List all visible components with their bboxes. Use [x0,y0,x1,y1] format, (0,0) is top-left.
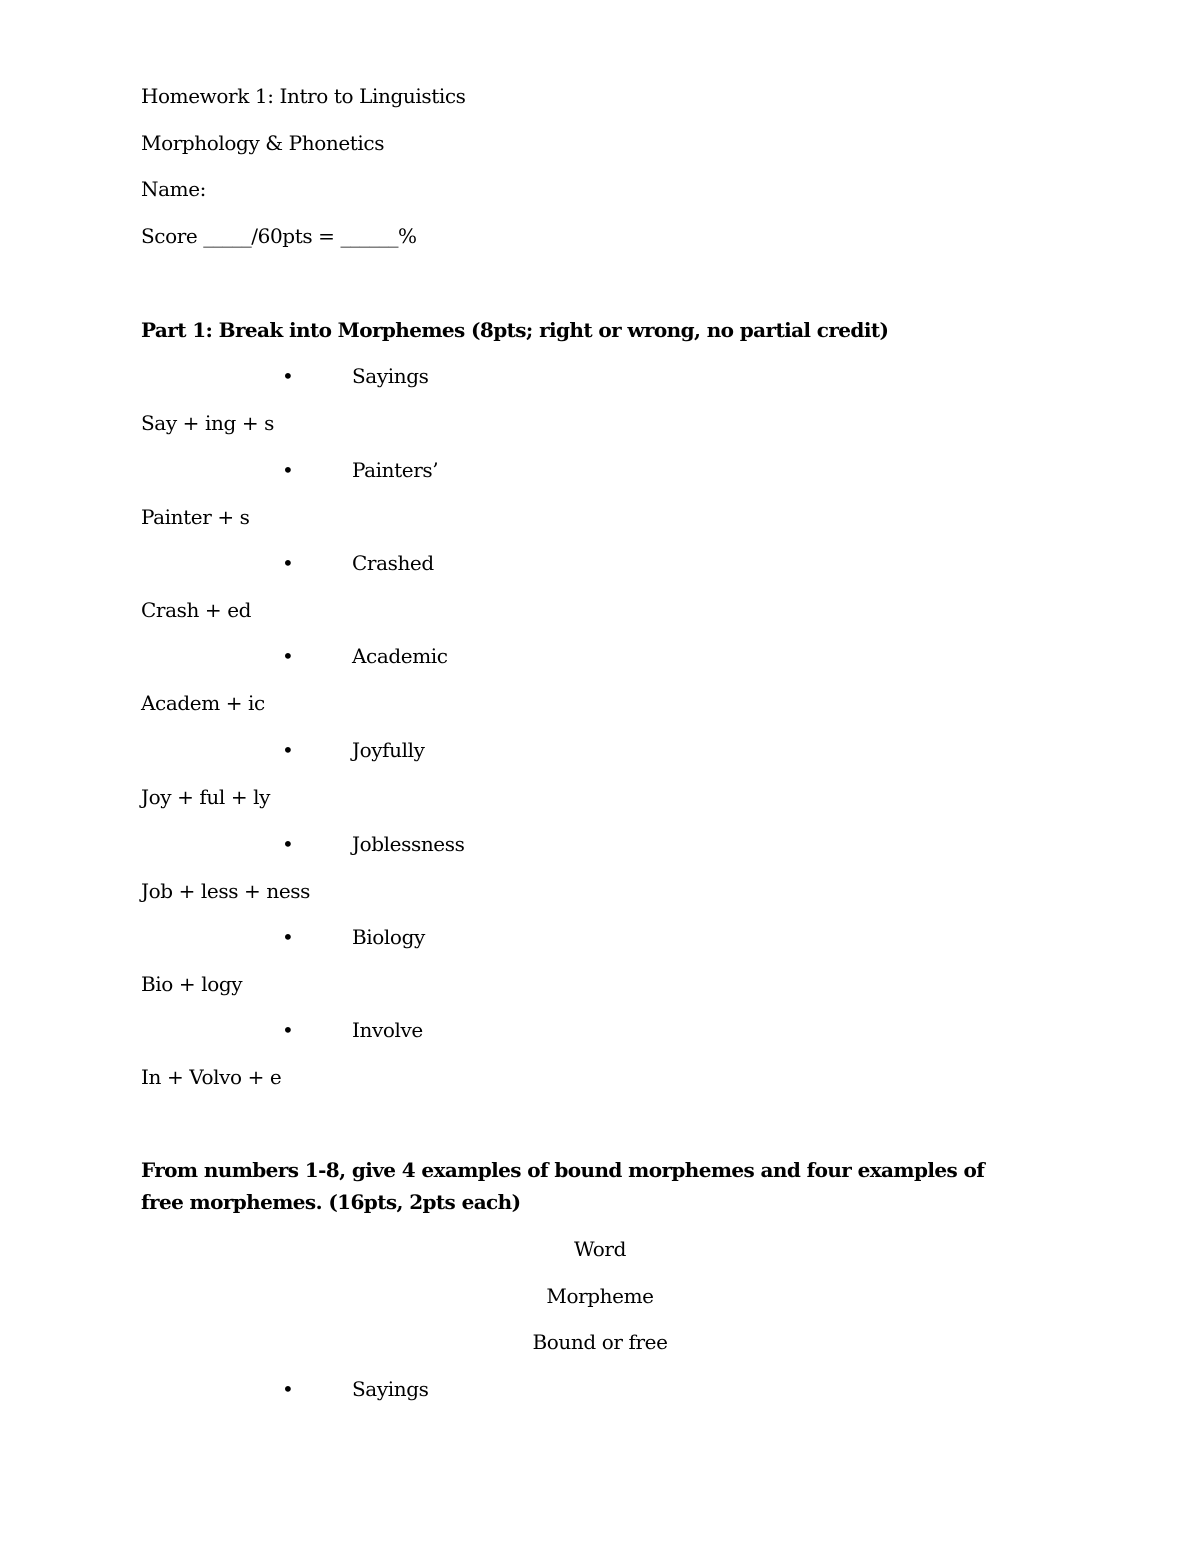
answer-text: Academ + ic [141,691,265,715]
list-item-word: Joyfully [352,738,425,762]
list-item [0,550,1200,576]
answer-text: Say + ing + s [141,411,275,435]
list-item-word: Sayings [352,1377,429,1401]
list-item [0,924,1200,950]
bullet-icon: • [282,1018,294,1042]
list-item [0,457,1200,483]
list-item-word: Sayings [352,364,429,388]
answer-text: Painter + s [141,505,250,529]
bullet-icon: • [282,832,294,856]
answer-text: In + Volvo + e [141,1065,282,1089]
list-item [0,737,1200,763]
bullet-icon: • [282,364,294,388]
document-title: Homework 1: Intro to Linguistics [141,84,466,108]
column-label-word: Word [573,1237,626,1261]
answer-text: Bio + logy [141,972,243,996]
bullet-icon: • [282,925,294,949]
answer-text: Job + less + ness [141,879,311,903]
list-item [0,643,1200,669]
column-label-bound-or-free: Bound or free [532,1330,668,1354]
bullet-icon: • [282,1377,294,1401]
list-item-word: Biology [352,925,425,949]
document-subtitle: Morphology & Phonetics [141,131,385,155]
part2-heading: From numbers 1-8, give 4 examples of bound morphemes and four examples of free morphemes. (16pts, 2pts each) [141,1158,985,1214]
list-item [0,363,1200,389]
bullet-icon: • [282,738,294,762]
list-item [0,1017,1200,1043]
list-item-word: Crashed [352,551,434,575]
name-label: Name: [141,177,206,201]
answer-text: Crash + ed [141,598,252,622]
list-item-word: Joblessness [352,832,465,856]
bullet-icon: • [282,644,294,668]
answer-text: Joy + ful + ly [141,785,271,809]
list-item [0,831,1200,857]
list-item [0,1376,1200,1402]
column-label-morpheme: Morpheme [546,1284,654,1308]
bullet-icon: • [282,551,294,575]
list-item-word: Involve [352,1018,423,1042]
bullet-icon: • [282,458,294,482]
list-item-word: Academic [352,644,448,668]
score-line: Score _____/60pts = ______% [141,224,417,248]
list-item-word: Painters’ [352,458,439,482]
part1-heading: Part 1: Break into Morphemes (8pts; right or wrong, no partial credit) [141,318,889,342]
